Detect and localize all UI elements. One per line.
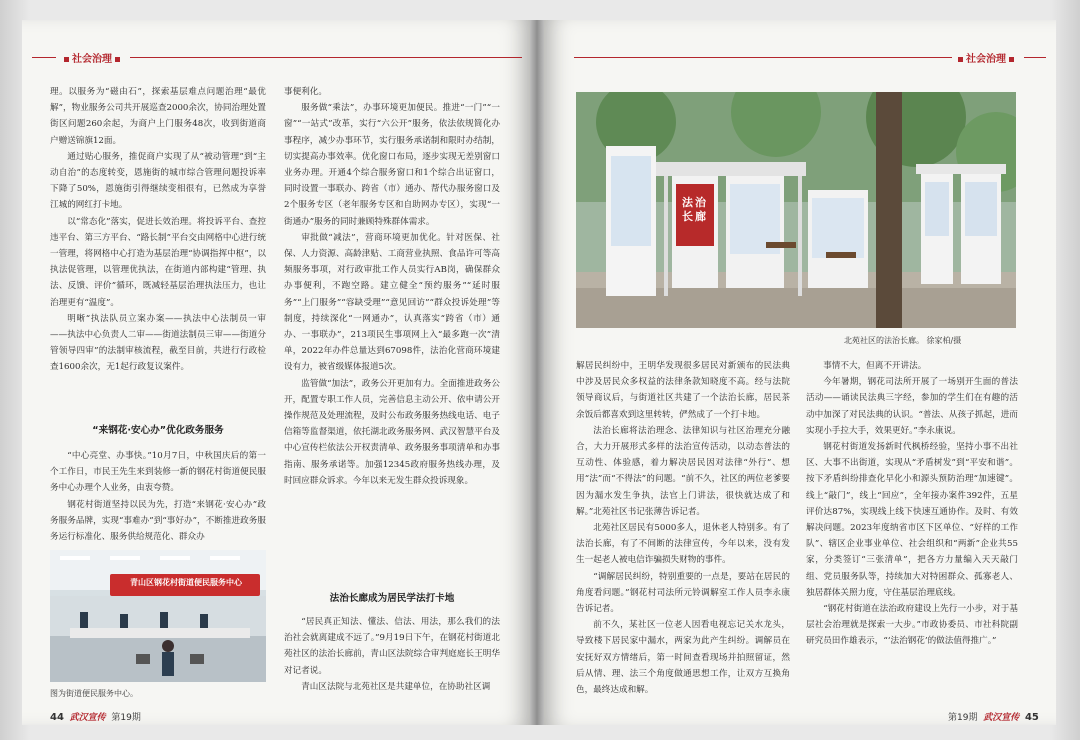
magazine-brand: 武汉宣传 — [983, 713, 1020, 723]
law-corridor-illustration — [576, 92, 1016, 328]
column-2-top — [284, 84, 500, 489]
issue-number: 第19期 — [111, 713, 141, 723]
service-center-banner-text: 青山区钢花村街道便民服务中心 — [130, 578, 242, 587]
service-center-illustration — [50, 550, 266, 682]
photo-caption-left: 图为街道便民服务中心。 — [50, 689, 138, 698]
paragraph: 明晰“执法队员立案办案——执法中心法制员一审——执法中心负责人二审——街道法制员三审——街道分管领导四审”的法制审核流程，截至目前，共进行行政检查1600余次，无1起行政复议案件。 — [50, 313, 266, 373]
magazine-brand: 武汉宣传 — [69, 713, 106, 723]
paragraph: 审批做“减法”，营商环境更加优化。针对医保、社保、人力资源、高龄津贴、工商营业执照、食品许可等高频服务事项，对行政审批工作人员实行AB岗，确保群众办事便利，不跑空路。建立健全“预约服务”“延时服务”“上门服务”“容缺受理”“意见回访”“群众投诉处理”等制度，持续深化“一网通办”，认真落实“跨省（市）通办、一事联办”，213项民生事项网上入“最多跑一次”清单，2022年办件总量达到67098件，法治化营商环境建设有力，被省级媒体报道5次。 — [284, 232, 500, 373]
header-rule-right-a — [574, 57, 952, 58]
page-number: 44 — [50, 712, 64, 723]
paragraph: 前不久，某社区一位老人因看电视忘记关水龙头，导致楼下居民家中漏水，两家为此产生纠纷。调解员在安抚好双方情绪后，第一时间查看现场并拍照留证，然后从情、理、法三个角度做通思想工作，让双方互换角色，最终达成和解。 — [576, 620, 790, 696]
service-center-photo — [50, 550, 266, 682]
paragraph: 解居民纠纷中，王明华发现很多居民对新颁布的民法典中涉及居民众多权益的法律条款知晓度不高。经与法院领导商议后，与街道社区共建了一个法治长廊，居民茶余饭后都喜欢到这里转转，俨然成了一个打卡地。 — [576, 361, 790, 420]
footer-right — [948, 710, 1039, 723]
page-45 — [544, 20, 1056, 725]
header-square-icon — [958, 57, 963, 62]
paragraph: 事便利化。 — [284, 87, 327, 97]
paragraph: 监管做“加法”，政务公开更加有力。全面推进政务公开，配置专职工作人员，完善信息主动公开、依申请公开操作规范及处理流程，及时公布政务服务热线电话、电子信箱等监督渠道，依托湖北政务服务网、武汉智慧平台及中心宣传栏依法公开权责清单、政务服务事项清单和办事指南、服务承诺等。加强12345政府服务热线办理，及时回应群众诉求。今年以来无发生群众投诉现象。 — [284, 378, 500, 486]
footer-left — [50, 710, 141, 723]
column-2 — [806, 358, 1018, 650]
paragraph: “钢花村街道在法治政府建设上先行一小步，对于基层社会治理就是探索一大步。”市政协委员、市社科院副研究员田作雄表示，“‘法治钢花’的做法值得推广。” — [806, 604, 1018, 647]
column-1-bottom — [50, 448, 266, 546]
law-corridor-sign: 法治长廊 — [682, 196, 708, 223]
column-2-bottom — [284, 614, 500, 696]
book-gutter — [530, 20, 544, 725]
paragraph: 青山区法院与北苑社区是共建单位，在协助社区调 — [301, 681, 491, 692]
issue-number: 第19期 — [948, 713, 978, 723]
header-rule-left-a — [32, 57, 56, 58]
paragraph: 以“常态化”落实，促进长效治理。将投诉平台、查控违平台、第三方平台、“路长制”平台交由网格中心进行统一管理，将网格中心打造为基层治理“协调指挥中枢”，以执法促管理，以管理优执法，在街道内部构建“管理、执法、反馈、评价”循环，既减轻基层治理执法压力，也让治理更有“温度”。 — [50, 216, 266, 308]
paragraph: “居民真正知法、懂法、信法、用法，那么我们的法治社会就离建成不远了。”9月19日下午，在钢花村街道北苑社区的法治长廊前，青山区法院综合审判庭庭长王明华对记者说。 — [284, 617, 500, 676]
header-square-icon — [1009, 57, 1014, 62]
column-1-top — [50, 84, 266, 376]
paragraph: “中心亮堂、办事快。”10月7日，中秋国庆后的第一个工作日，市民王先生来到装修一新的钢花村街道便民服务中心办理个人业务，由衷夸赞。 — [50, 451, 266, 494]
paragraph: “调解居民纠纷，特别重要的一点是，要站在居民的角度看问题。”钢花村司法所元铃调解室工作人员李永康告诉记者。 — [576, 571, 790, 615]
subheading-law-corridor: 法治长廊成为居民学法打卡地 — [329, 593, 455, 604]
paragraph: 服务做“乘法”，办事环境更加便民。推进“一门”“一窗”“一站式”改革，实行“六公开”服务，依法依规简化办事程序，减少办事环节，实行服务承诺制和限时办结制，切实提高办事效率。优化窗口布局，逐步实现无差别窗口业务办理。开通4个综合服务窗口和1个综合出证窗口，同时设置一事联办、跨省（市）通办、帮代办服务窗口及2个服务专区（老年服务专区和自助网办专区），实现“一街通办”服务的同时兼顾特殊群体需求。 — [284, 103, 500, 227]
law-corridor-photo — [576, 92, 1016, 328]
page-number: 45 — [1024, 712, 1039, 723]
photo-caption-right: 北苑社区的法治长廊。 徐家柏/摄 — [844, 336, 962, 345]
header-rule-left-b — [130, 57, 522, 58]
paragraph: 理。以服务为“磁由石”，探索基层难点问题治理“最优解”，物业服务公司共开展巡查2000余次，协同治理处置街区问题260余起，为商户上门服务48次，收到街道商户赠送锦旗12面。 — [50, 87, 266, 146]
page-44 — [22, 20, 530, 725]
section-header: 社会治理 — [64, 50, 120, 65]
header-square-icon — [64, 57, 69, 62]
column-1 — [576, 358, 790, 698]
paragraph: 钢花村街道坚持以民为先，打造“来钢花·安心办”政务服务品牌，实现“事难办”到“事好办”，不断推进政务服务运行标准化、服务供给规范化、群众办 — [50, 499, 266, 543]
paragraph: 北苑社区居民有5000多人，退休老人特别多。有了法治长廊，有了不间断的法律宣传，今年以来，没有发生一起老人被电信诈骗损失财物的事件。 — [576, 523, 790, 566]
header-square-icon — [115, 57, 120, 62]
paragraph: 钢花村街道发扬新时代枫桥经验，坚持小事不出社区、大事不出街道，实现从“矛盾树发”到“平安和谐”。按下矛盾纠纷排查化早化小和源头预防治理“加速键”。线上“敲门”，线上“回应”，全年接办案件392件，五星评价达87%，实现线上线下快速互通协作。及时、有效解决问题。2023年度纳省市区下区单位、“好样的工作队”、辖区企业事业单位、社会组织和“两新”企业共55家，分类签订“三张清单”，把各方力量编入天天敲门组、党员服务队等，持续加大对特困群众、孤寡老人、独居群体关照力度，守住基层治理底线。 — [806, 442, 1018, 598]
paragraph: 通过贴心服务，推促商户实现了从“被动管理”到“主动自治”的态度转变，恩施街的城市综合管理问题投诉率下降了50%，恩施街引得继续变相很有，已然成为享誉江城的网红打卡地。 — [50, 151, 266, 211]
paragraph: 法治长廊将法治理念、法律知识与社区治理充分融合，大力开展形式多样的法治宣传活动，以动态普法的互动性、体验感，着力解决居民因对法律“外行”、想用“法”而“不得法”的问题。“前不久，社区的两位老爹要因为漏水发生争执，法官上门讲法，很快就达成了和解。”北苑社区书记张薄告诉记者。 — [576, 425, 790, 517]
header-rule-right-b — [1024, 57, 1046, 58]
paragraph: 事情不大，但离不开讲法。 — [823, 361, 927, 371]
paragraph: 今年暑期，钢花司法所开展了一场别开生面的普法活动——诵读民法典三字经，参加的学生们在有趣的活动中加深了对民法典的认识。“普法、从孩子抓起，进而实现小手拉大手，效果更好。”李永康说。 — [806, 377, 1018, 436]
subheading-service: “来钢花·安心办”优化政务服务 — [92, 425, 224, 436]
section-header: 社会治理 — [958, 50, 1014, 65]
